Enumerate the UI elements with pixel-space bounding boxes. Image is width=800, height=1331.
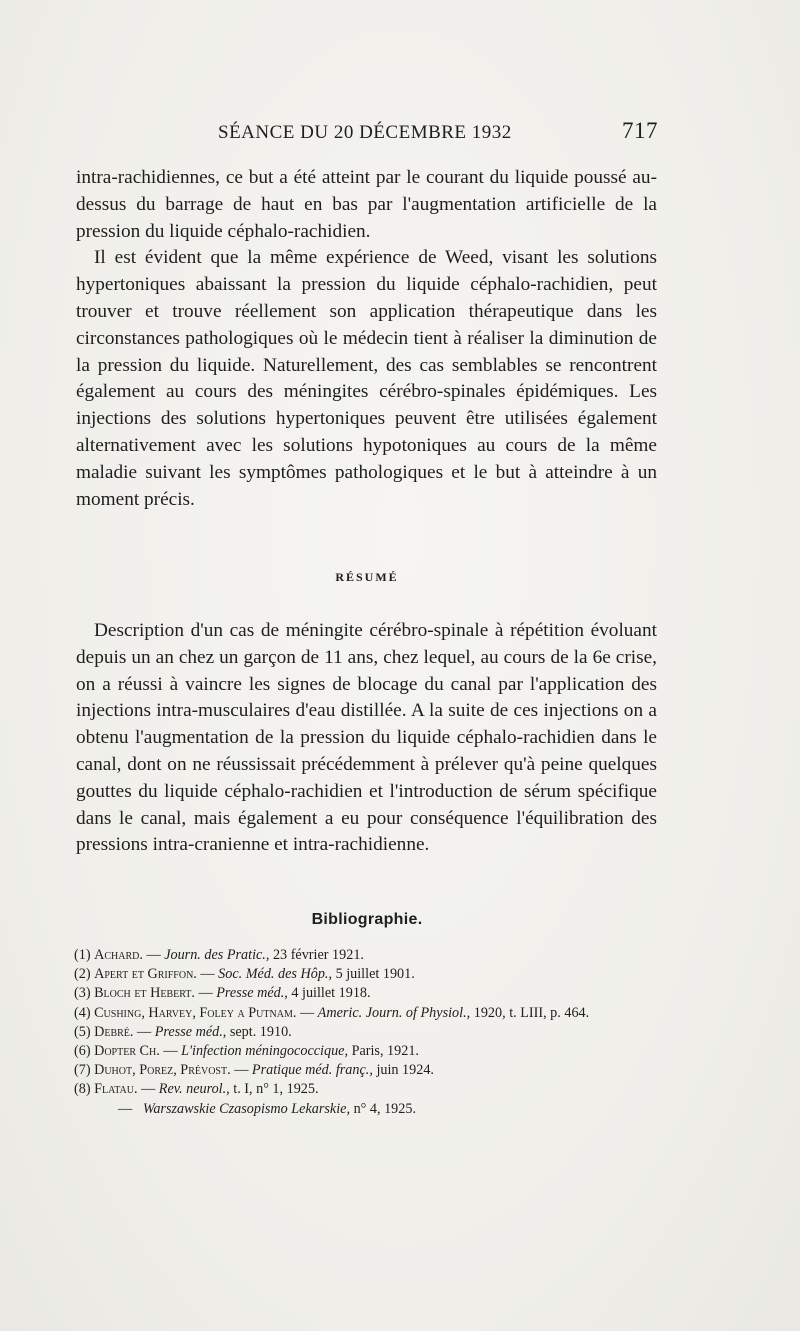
resume-paragraph: Description d'un cas de méningite cérébro-spinale à répétition évoluant depuis un an chez un garçon de 11 ans, chez lequel, au cours de la 6e crise, on a réussi à vaincre les signes de blocage du canal par l'application des injections intra-musculaires d'eau distillée. A la suite de ces injections on a obtenu l'augmentation de la pression du liquide céphalo-rachidien dans le canal, dont on ne réussissait précédemment à prélever qu'à peine quelques gouttes du liquide céphalo-rachidien et l'introduction de sérum spécifique dans le canal, mais également a eu pour conséquence l'équilibration des pressions intra-cranienne et intra-rachidienne. [76,620,657,856]
reference-details: 5 juillet 1901. [335,966,415,983]
reference-item: (7) Duhot, Porez, Prévost. — Pratique méd. franç., juin 1924. [74,1062,434,1079]
reference-journal: Americ. Journ. of Physiol., [317,1004,471,1021]
header-title: SÉANCE DU 20 DÉCEMBRE 1932 [218,122,512,143]
reference-journal: Rev. neurol., [158,1081,230,1098]
reference-dash: — [118,1100,133,1117]
reference-details: n° 4, 1925. [353,1100,416,1117]
reference-journal: Warszawskie Czasopismo Lekarskie, [142,1100,351,1117]
reference-journal: Pratique méd. franç., [251,1062,373,1079]
resume-heading: RÉSUMÉ [335,570,399,584]
reference-item: (2) Apert et Griffon. — Soc. Méd. des Hôp., 5 juillet 1901. [74,966,415,983]
reference-item-continuation [74,1100,664,1119]
reference-authors: Duhot, Porez, Prévost. [94,1062,231,1079]
reference-item: (8) Flatau. — Rev. neurol., t. I, n° 1, 1925. [74,1081,319,1098]
reference-item: (6) Dopter Ch. — L'infection méningococcique, Paris, 1921. [74,1043,419,1060]
reference-number: (8) [74,1081,91,1098]
reference-details: 1920, t. LIII, p. 464. [473,1004,590,1021]
reference-number: (5) [74,1023,91,1040]
bibliography-heading: Bibliographie. [311,911,423,928]
reference-number: (7) [74,1062,91,1079]
reference-details: 23 février 1921. [272,947,364,963]
reference-number: (6) [74,1043,91,1060]
reference-journal: Soc. Méd. des Hôp., [218,966,333,983]
reference-authors: Bloch et Hebert. [94,985,195,1002]
paragraph-2: Il est évident que la même expérience de Weed, visant les solutions hypertoniques abaissant la pression du liquide céphalo-rachidien, peut trouver et trouve réellement son application thérapeutique dans les circonstances pathologiques où le médecin tient à réaliser la diminution de la pression du liquide. Naturellement, des cas semblables se rencontrent également au cours des méningites cérébro-spinales épidémiques. Les injections des solutions hypertoniques peuvent être utilisées également alternativement avec les solutions hypotoniques au cours de la même maladie suivant les symptômes pathologiques et le but à atteindre à un moment précis. [76,247,657,510]
reference-item: (5) Debré. — Presse méd., sept. 1910. [74,1023,292,1040]
reference-journal: L'infection méningococcique, [181,1043,349,1060]
reference-authors: Apert et Griffon. [94,966,197,983]
page-number: 717 [622,118,658,143]
reference-details: 4 juillet 1918. [291,985,371,1002]
reference-number: (3) [74,985,91,1002]
resume-section [76,618,657,859]
running-header [218,118,658,144]
reference-number: (2) [74,966,91,983]
reference-item: (1) Achard. — Journ. des Pratic., 23 février 1921. [74,947,364,963]
reference-item: (4) Cushing, Harvey, Foley a Putnam. — Americ. Journ. of Physiol., 1920, t. LIII, p. 464. [74,1004,590,1021]
body-text [76,165,657,513]
reference-authors: Debré. [94,1023,134,1040]
bibliography-list [74,946,664,1119]
reference-authors: Achard. [94,947,143,963]
reference-number: (1) [74,947,91,963]
reference-journal: Journ. des Pratic., [164,947,270,963]
paragraph-1: intra-rachidiennes, ce but a été atteint par le courant du liquide poussé au-dessus du barrage de haut en bas par l'augmentation artificielle de la pression du liquide céphalo-rachidien. [76,167,657,242]
reference-details: sept. 1910. [229,1023,292,1040]
reference-journal: Presse méd., [216,985,288,1002]
reference-authors: Cushing, Harvey, Foley a Putnam. [94,1004,297,1021]
reference-details: t. I, n° 1, 1925. [233,1081,319,1098]
reference-number: (4) [74,1004,91,1021]
reference-authors: Flatau. [94,1081,138,1098]
reference-journal: Presse méd., [154,1023,227,1040]
reference-details: juin 1924. [376,1062,434,1079]
reference-item: (3) Bloch et Hebert. — Presse méd., 4 juillet 1918. [74,985,371,1002]
reference-authors: Dopter Ch. [94,1043,160,1060]
reference-details: Paris, 1921. [351,1043,419,1060]
